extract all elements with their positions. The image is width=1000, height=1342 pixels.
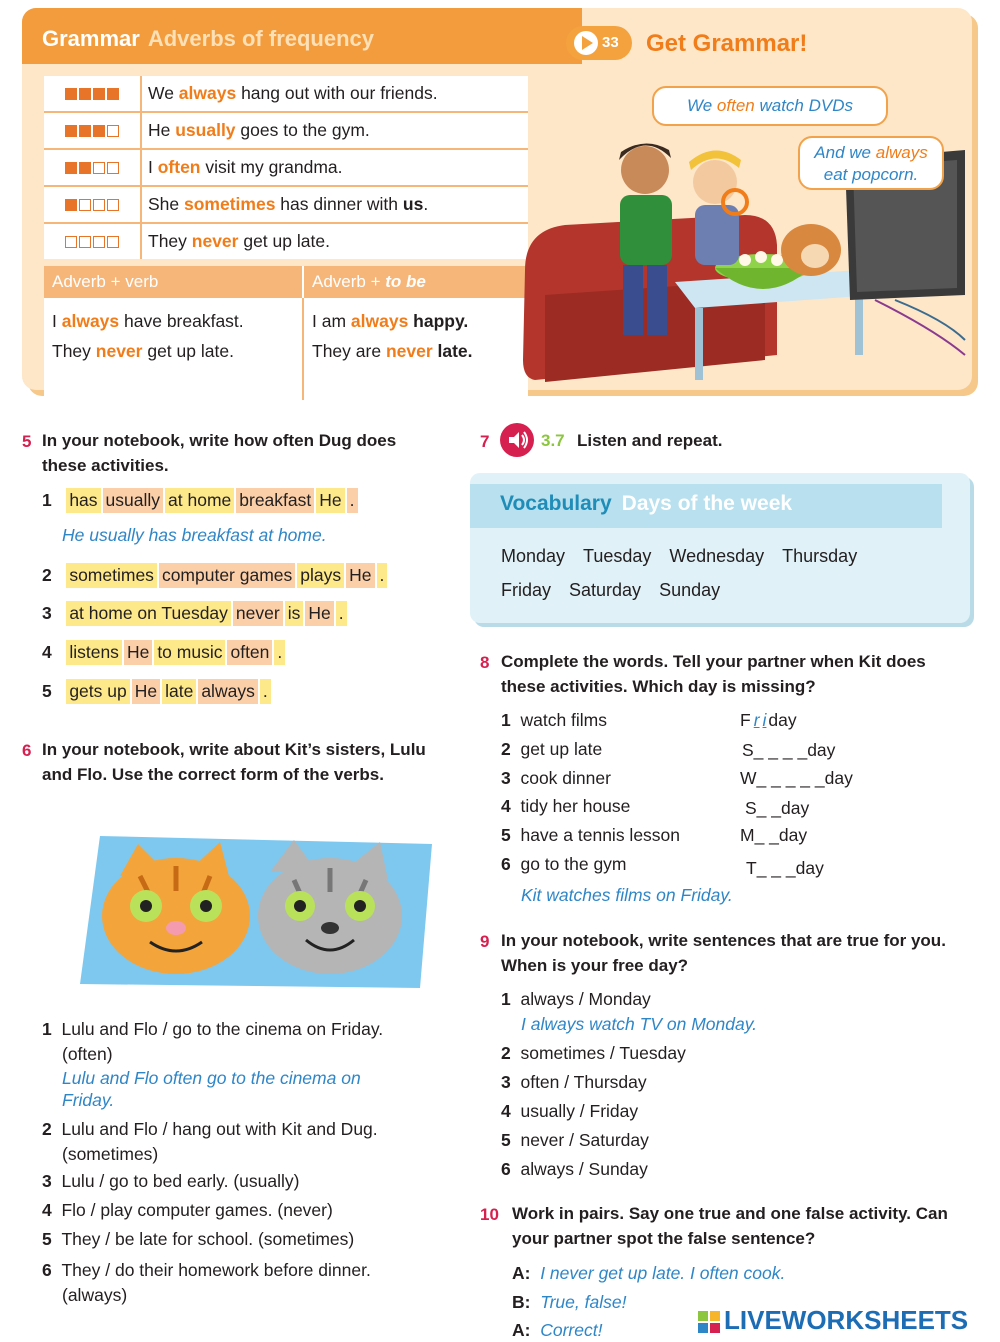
frequency-scale-icon [44,224,142,259]
frequency-row [44,150,528,187]
ex8-word-3[interactable]: W_ _ _ _ _day [740,768,853,788]
ex8-item-4: 4 tidy her house [501,796,631,816]
days-row-2 [501,580,720,601]
frequency-sentence: We always hang out with our friends. [148,83,438,103]
word-chip: is [285,601,304,626]
ex8-word-4[interactable]: S_ _day [745,798,810,818]
ex8-word-1: F r i day [740,710,797,730]
exercise-7-number: 7 [480,432,490,451]
exercise-10-number: 10 [480,1205,499,1224]
word-chip: sometimes [66,563,157,588]
col1-examples [44,298,304,400]
track-number: 33 [602,34,619,51]
exercise-6-instruction: In your notebook, write about Kit’s sisters, Lulu and Flo. Use the correct form of the verbs. [42,740,426,784]
ex9-answer: I always watch TV on Monday. [521,1014,758,1034]
speech-bubble-girl: And we always eat popcorn. [798,136,944,190]
ex8-item-6: 6 go to the gym [501,854,627,874]
word-chip: He [132,679,160,704]
exercise-10-instruction: Work in pairs. Say one true and one false activity. Can your partner spot the false sentence? [512,1204,948,1248]
frequency-row [44,76,528,113]
word-chip: listens [66,640,122,665]
frequency-scale-icon [44,76,142,111]
word-chip: at home on Tuesday [66,601,231,626]
example-line: They are never late. [312,341,473,361]
frequency-scale-icon [44,113,142,148]
exercise-5-number: 5 [22,432,32,451]
word-chip: He [305,601,333,626]
exercise-8-number: 8 [480,653,490,672]
word-chip: has [66,488,100,513]
word-chip: He [124,640,152,665]
ex5-item-2: 2 sometimes computer games plays He . [42,563,389,588]
frequency-row [44,187,528,224]
frequency-sentence: He usually goes to the gym. [148,120,370,140]
ex8-answer: Kit watches films on Friday. [521,885,733,905]
word-chip: at home [165,488,234,513]
word-chip: plays [297,563,344,588]
ex5-item-1: 1 has usually at home breakfast He . [42,488,360,513]
ex8-item-2: 2 get up late [501,739,603,759]
ex8-word-5[interactable]: M_ _day [740,825,808,845]
illustration-two-cats [80,836,432,988]
vocabulary-title: Vocabulary Days of the week [500,492,793,515]
ex9-item-5: 5 never / Saturday [501,1130,649,1150]
grammar-title: Grammar Adverbs of frequency [42,26,375,51]
play-icon[interactable] [574,31,598,55]
ex8-item-5: 5 have a tennis lesson [501,825,681,845]
ex8-item-1: 1 watch films [501,710,608,730]
ex5-item-4: 4 listens He to music often . [42,640,287,665]
frequency-sentence: They never get up late. [148,231,330,251]
ex5-item-5: 5 gets up He late always . [42,679,273,704]
day-word: Friday [501,580,552,600]
day-word: Tuesday [583,546,652,566]
example-line: I am always happy. [312,311,469,331]
ex10-line-1: A: I never get up late. I often cook. [512,1263,786,1283]
col2-heading: Adverb + to be [312,272,426,291]
exercise-9-instruction: In your notebook, write sentences that are true for you. When is your free day? [501,931,946,975]
word-chip: . [274,640,285,665]
ex8-word-6[interactable]: T_ _ _day [746,858,824,878]
example-line: I always have breakfast. [52,311,244,331]
frequency-scale-icon [44,150,142,185]
ex6-item-6: 6 They / do their homework before dinner. (always) [42,1260,371,1305]
liveworksheets-logo-icon [698,1311,720,1333]
word-chip: . [260,679,271,704]
exercise-7-instruction: Listen and repeat. [577,431,723,450]
frequency-scale-icon [44,187,142,222]
audio-track-label: 3.7 [541,431,565,450]
get-grammar-title: Get Grammar! [646,30,808,57]
audio-speaker-icon[interactable] [500,423,534,457]
frequency-row [44,224,528,259]
frequency-table [44,76,528,259]
ex6-item-3: 3 Lulu / go to bed early. (usually) [42,1171,300,1191]
day-word: Sunday [659,580,721,600]
word-chip: computer games [159,563,295,588]
ex6-item-4: 4 Flo / play computer games. (never) [42,1200,333,1220]
day-word: Saturday [569,580,642,600]
word-chip: often [227,640,272,665]
liveworksheets-watermark: LIVEWORKSHEETS [724,1305,969,1335]
col1-heading: Adverb + verb [44,266,304,298]
ex10-line-2: B: True, false! [512,1292,627,1312]
word-chip: gets up [66,679,129,704]
word-chip: He [346,563,374,588]
ex9-item-3: 3 often / Thursday [501,1072,647,1092]
col2-examples [304,298,528,400]
frequency-sentence: I often visit my grandma. [148,157,343,177]
days-row-1 [501,546,857,567]
exercise-8-instruction: Complete the words. Tell your partner when Kit does these activities. Which day is missing? [501,652,926,696]
day-word: Thursday [782,546,858,566]
exercise-6-number: 6 [22,741,32,760]
adverb-table-body [44,298,528,400]
ex5-answer-1: He usually has breakfast at home. [62,525,327,545]
word-chip: late [162,679,196,704]
word-chip: usually [103,488,163,513]
ex10-line-3: A: Correct! [512,1320,603,1340]
word-chip: always [198,679,258,704]
ex8-item-3: 3 cook dinner [501,768,611,788]
ex6-answer-1: Lulu and Flo often go to the cinema on Friday. [62,1068,361,1110]
exercise-9-number: 9 [480,932,490,951]
ex6-item-1: 1 Lulu and Flo / go to the cinema on Friday. (often) [42,1019,384,1064]
ex9-item-6: 6 always / Sunday [501,1159,648,1179]
ex8-word-2[interactable]: S_ _ _ _day [742,740,836,760]
day-word: Wednesday [669,546,765,566]
frequency-row [44,113,528,150]
day-word: Monday [501,546,566,566]
exercise-5-instruction: In your notebook, write how often Dug does these activities. [42,431,397,475]
ex9-item-4: 4 usually / Friday [501,1101,639,1121]
ex9-item-2: 2 sometimes / Tuesday [501,1043,686,1063]
speech-bubble-boy: We often watch DVDs [652,86,888,126]
word-chip: never [233,601,283,626]
ex6-item-5: 5 They / be late for school. (sometimes) [42,1229,355,1249]
word-chip: to music [154,640,225,665]
word-chip: . [347,488,358,513]
frequency-sentence: She sometimes has dinner with us. [148,194,429,214]
ex5-item-3: 3 at home on Tuesday never is He . [42,601,349,626]
example-line: They never get up late. [52,341,234,361]
word-chip: He [316,488,344,513]
word-chip: breakfast [236,488,314,513]
adverb-table-header [44,266,528,298]
adverb-position-table [44,266,528,400]
ex9-item-1: 1 always / Monday [501,989,651,1009]
ex6-item-2: 2 Lulu and Flo / hang out with Kit and Dug. (sometimes) [42,1119,378,1164]
word-chip: . [336,601,347,626]
word-chip: . [377,563,388,588]
